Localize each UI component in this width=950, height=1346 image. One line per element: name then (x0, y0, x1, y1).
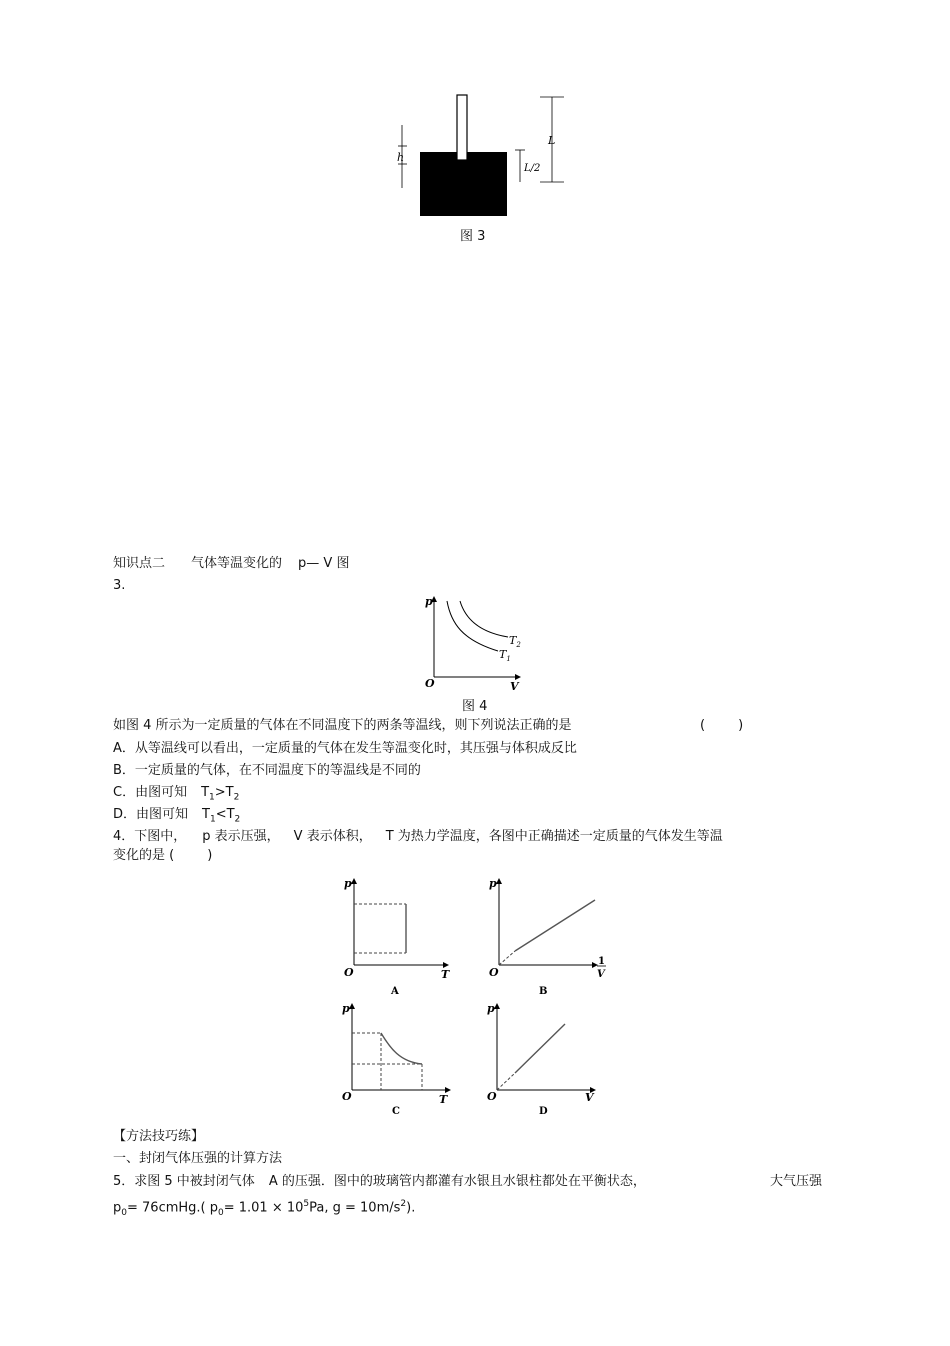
svg-text:O: O (344, 966, 354, 979)
section-heading-c: p— V 图 (298, 556, 350, 571)
isotherm-line (515, 900, 595, 951)
isotherm-t2 (460, 601, 508, 637)
methods-heading: 【方法技巧练】 (113, 1129, 205, 1144)
svg-text:V: V (597, 969, 605, 980)
curve-t1-label: $T_1$ (499, 648, 511, 663)
origin-label: O (425, 677, 435, 690)
graph-a-label: A (391, 986, 399, 997)
svg-text:p: p (342, 1002, 350, 1015)
figure-4-caption: 图 4 (462, 699, 488, 714)
question-4-line2: 变化的是 ( ) (113, 848, 213, 863)
graph-d-label: D (539, 1106, 548, 1117)
section-heading-a: 知识点二 (113, 556, 166, 571)
svg-text:O: O (489, 966, 499, 979)
question-3-bracket: ( ) (700, 718, 744, 733)
graph-d (483, 998, 603, 1120)
svg-text:p: p (489, 877, 497, 890)
graph-b-label: B (539, 986, 548, 997)
piston-rod (457, 95, 467, 160)
question-3-stem (113, 717, 572, 735)
option-b: B．一定质量的气体，在不同温度下的等温线是不同的 (113, 763, 421, 778)
curve-t2-label: $T_2$ (509, 634, 521, 649)
option-a: A．从等温线可以看出，一定质量的气体在发生等温变化时，其压强与体积成反比 (113, 741, 577, 756)
question-4-line1: 4．下图中， p 表示压强， V 表示体积， T 为热力学温度，各图中正确描述一定质量的气体发生等温 (113, 829, 723, 844)
svg-text:p: p (487, 1002, 495, 1015)
section-heading-b: 气体等温变化的 (191, 556, 283, 571)
question-5-line2: $p_0=$ 76cmHg.( $p_0= 1.01 \times 10^5Pa$, $g = 10m/s^2$). (113, 1199, 416, 1218)
question-5-line1: 5．求图 5 中被封闭气体 A 的压强．图中的玻璃管内都灌有水银且水银柱都处在平衡状态， (113, 1174, 646, 1189)
question-3-number: 3. (113, 578, 126, 593)
label-h: h (397, 151, 405, 164)
graph-b (485, 873, 615, 1001)
methods-subheading: 一、封闭气体压强的计算方法 (113, 1151, 283, 1166)
option-c: C．由图可知 $T_1>T_2$ (113, 785, 240, 803)
svg-text:V: V (585, 1091, 594, 1104)
svg-text:1: 1 (598, 956, 605, 967)
figure-3-diagram (390, 90, 570, 220)
graph-c-label: C (392, 1106, 400, 1117)
option-d: D．由图可知 $T_1<T_2$ (113, 807, 241, 825)
svg-text:T: T (441, 968, 450, 981)
figure-4-graph (420, 593, 530, 693)
svg-text:O: O (487, 1090, 497, 1103)
figure-3-caption: 图 3 (460, 229, 486, 244)
isotherm-curve (381, 1033, 422, 1064)
label-L: L (548, 134, 556, 147)
axis-v-label: V (510, 680, 519, 693)
question-5-line1-end: 大气压强 (770, 1174, 823, 1189)
svg-text:O: O (342, 1090, 352, 1103)
cylinder-body (420, 152, 507, 216)
section-heading (113, 555, 349, 573)
graph-c (338, 998, 458, 1120)
svg-text:T: T (439, 1093, 448, 1106)
graph-a (340, 873, 460, 1001)
axis-p-label: p (425, 595, 433, 608)
isotherm-t1 (447, 601, 498, 651)
question-3-stem-text: 如图 4 所示为一定质量的气体在不同温度下的两条等温线，则下列说法正确的是 (113, 718, 572, 733)
svg-text:p: p (344, 877, 352, 890)
label-L-half: L/2 (524, 163, 541, 174)
isotherm-line (515, 1024, 565, 1073)
